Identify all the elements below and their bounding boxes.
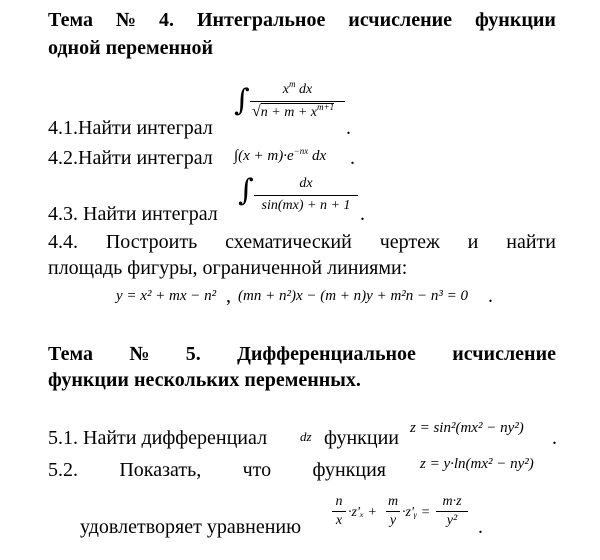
topic4-heading-line2: одной переменной xyxy=(48,37,214,59)
comma: , xyxy=(226,285,231,307)
word: и xyxy=(467,231,479,253)
period: . xyxy=(360,203,365,225)
integral-sign: ∫ xyxy=(238,173,254,208)
period: . xyxy=(346,117,351,139)
fraction-numerator: dx xyxy=(299,176,313,191)
heading-word: исчисление xyxy=(452,343,556,365)
word: Построить xyxy=(105,231,198,253)
fraction-denominator: sin(mx) + n + 1 xyxy=(261,198,351,213)
problem-4-1-fraction xyxy=(250,79,345,121)
heading-word: Тема xyxy=(48,9,93,31)
problem-5-2-line1 xyxy=(48,458,386,482)
word: функция xyxy=(312,459,386,481)
word: чертеж xyxy=(379,231,440,253)
period: . xyxy=(488,285,493,307)
partial-zx-term: ·z′ₓ + xyxy=(348,505,377,520)
curve-1-formula: y = x² + mx − n² xyxy=(116,288,217,304)
period: . xyxy=(478,516,483,538)
word-function: функции xyxy=(324,427,399,449)
topic5-heading-line1 xyxy=(48,342,556,366)
problem-4-4-line2: площадь фигуры, ограниченной линиями: xyxy=(48,257,408,279)
heading-word: Интегральное xyxy=(196,9,326,31)
heading-word: 4. xyxy=(159,9,174,31)
partial-zy-term: ·z′ᵧ = xyxy=(402,505,431,520)
word: Показать, xyxy=(119,459,202,481)
fraction-denominator: $√n + m + x^{m+1}$ xyxy=(252,102,335,120)
curve-2-formula: (mn + n²)x − (m + n)y + m²n − n³ = 0 xyxy=(238,288,469,304)
word: схематический xyxy=(225,231,352,253)
problem-4-2-integral: $\int(x + m)\cdot e^{-nx}$ dx xyxy=(234,146,327,164)
topic4-heading-line1 xyxy=(48,8,556,32)
topic5-heading-line2: функции нескольких переменных. xyxy=(48,369,361,391)
heading-word: № xyxy=(129,343,150,365)
word: найти xyxy=(506,231,556,253)
fraction-numerator: $x^m$ dx xyxy=(282,79,313,97)
problem-4-1-label: 4.1.Найти интеграл xyxy=(48,117,213,139)
problem-5-1-label: 5.1. Найти дифференциал xyxy=(48,427,268,449)
word: 4.4. xyxy=(48,231,78,253)
heading-word: 5. xyxy=(185,343,201,365)
heading-word: Дифференциальное xyxy=(237,343,416,365)
differential-dz: dz xyxy=(300,429,312,444)
word: 5.2. xyxy=(48,459,78,481)
fraction-n-over-x: n x xyxy=(332,494,346,529)
problem-4-4-line1 xyxy=(48,230,556,254)
heading-word: исчисление xyxy=(348,9,452,31)
heading-word: Тема xyxy=(48,343,93,365)
integral-sign: ∫ xyxy=(234,83,250,118)
problem-5-2-formula: z = y·ln(mx² − ny²) xyxy=(420,456,534,472)
problem-4-2-label: 4.2.Найти интеграл xyxy=(48,147,213,169)
heading-word: № xyxy=(115,9,137,31)
period: . xyxy=(552,427,557,449)
problem-4-3-fraction xyxy=(254,176,358,214)
problem-4-3-label: 4.3. Найти интеграл xyxy=(48,203,218,225)
fraction-m-over-y: m y xyxy=(387,494,399,528)
problem-5-2-line2: удовлетворяет уравнению xyxy=(80,516,302,538)
period: . xyxy=(350,147,355,169)
problem-5-1-formula: z = sin²(mx² − ny²) xyxy=(410,420,524,436)
fraction-bar xyxy=(254,195,358,196)
fraction-mz-over-y2: m·z y² xyxy=(436,494,468,529)
heading-word: функции xyxy=(474,9,556,31)
word: что xyxy=(242,459,272,481)
